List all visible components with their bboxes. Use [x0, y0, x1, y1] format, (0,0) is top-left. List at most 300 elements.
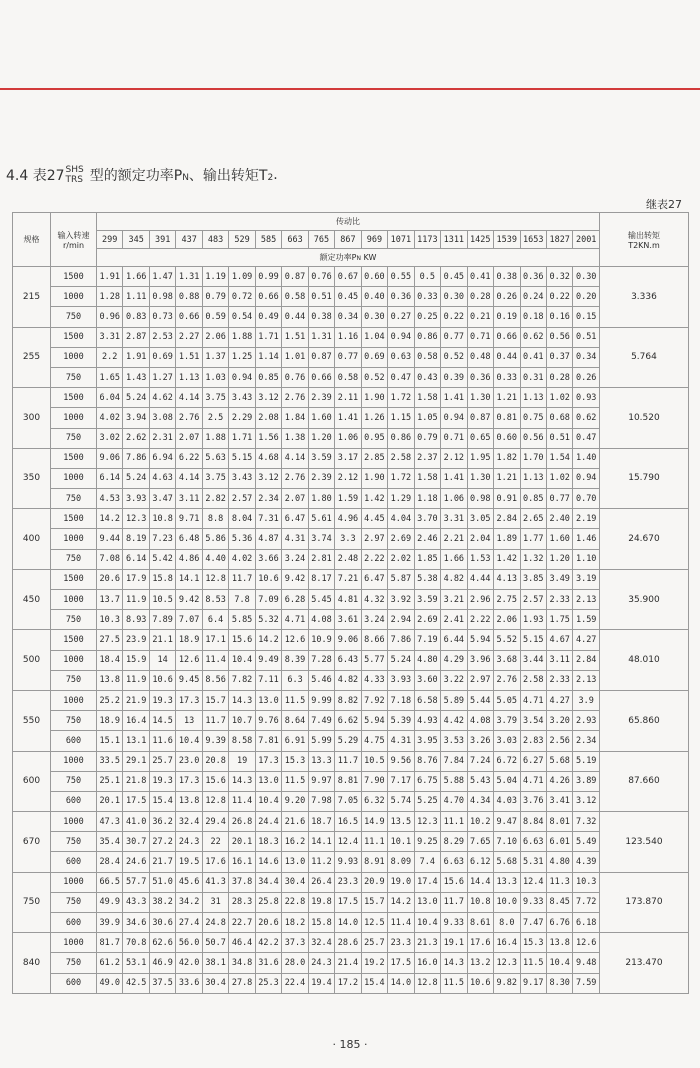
power-value-cell: 2.58	[520, 670, 546, 690]
output-torque-cell: 65.860	[599, 690, 688, 751]
ratio-header-cell: 1827	[546, 231, 572, 249]
power-value-cell: 6.94	[149, 448, 175, 468]
power-value-cell: 1.71	[229, 428, 255, 448]
power-value-cell: 18.9	[97, 711, 123, 731]
input-speed-cell: 750	[51, 489, 97, 509]
input-speed-cell: 1500	[51, 327, 97, 347]
table-row	[13, 852, 689, 872]
table-row	[13, 388, 689, 408]
power-value-cell: 6.28	[282, 590, 308, 610]
power-value-cell: 6.3	[282, 670, 308, 690]
power-value-cell: 6.18	[573, 913, 600, 933]
power-value-cell: 0.16	[546, 307, 572, 327]
power-value-cell: 9.20	[282, 791, 308, 811]
power-value-cell: 3.49	[546, 569, 572, 589]
power-value-cell: 14.3	[441, 953, 467, 973]
power-value-cell: 16.5	[335, 812, 361, 832]
power-value-cell: 30.6	[149, 913, 175, 933]
power-value-cell: 3.24	[282, 549, 308, 569]
power-value-cell: 10.4	[229, 650, 255, 670]
power-value-cell: 13.3	[308, 751, 334, 771]
power-value-cell: 3.21	[441, 590, 467, 610]
input-speed-cell: 1500	[51, 388, 97, 408]
continued-label: 继表27	[646, 198, 682, 211]
power-value-cell: 3.11	[546, 650, 572, 670]
power-value-cell: 0.87	[467, 408, 493, 428]
power-value-cell: 5.49	[573, 832, 600, 852]
power-value-cell: 1.21	[494, 468, 520, 488]
power-value-cell: 0.99	[255, 267, 281, 287]
power-value-cell: 4.03	[494, 791, 520, 811]
power-value-cell: 47.3	[97, 812, 123, 832]
power-value-cell: 11.7	[441, 892, 467, 912]
power-value-cell: 0.37	[546, 347, 572, 367]
power-value-cell: 7.08	[97, 549, 123, 569]
power-value-cell: 7.84	[441, 751, 467, 771]
power-value-cell: 0.40	[361, 287, 387, 307]
power-value-cell: 19.1	[441, 933, 467, 953]
top-rule	[0, 88, 700, 90]
power-value-cell: 20.9	[361, 872, 387, 892]
input-speed-cell: 1000	[51, 650, 97, 670]
power-value-cell: 2.07	[176, 428, 202, 448]
power-value-cell: 3.96	[467, 650, 493, 670]
power-value-cell: 8.61	[467, 913, 493, 933]
power-value-cell: 1.70	[520, 448, 546, 468]
power-value-cell: 13.8	[176, 791, 202, 811]
power-value-cell: 4.53	[97, 489, 123, 509]
power-value-cell: 0.41	[520, 347, 546, 367]
power-value-cell: 0.66	[308, 367, 334, 387]
power-value-cell: 5.94	[361, 711, 387, 731]
output-torque-cell: 24.670	[599, 509, 688, 570]
power-value-cell: 25.3	[255, 973, 281, 993]
power-value-cell: 7.07	[176, 610, 202, 630]
power-value-cell: 1.13	[520, 388, 546, 408]
power-value-cell: 38.2	[149, 892, 175, 912]
power-value-cell: 26.8	[229, 812, 255, 832]
power-value-cell: 0.22	[441, 307, 467, 327]
power-value-cell: 11.9	[123, 590, 149, 610]
table-row	[13, 650, 689, 670]
power-value-cell: 7.8	[229, 590, 255, 610]
power-value-cell: 10.5	[361, 751, 387, 771]
power-value-cell: 18.7	[308, 812, 334, 832]
power-value-cell: 1.28	[97, 287, 123, 307]
power-value-cell: 16.2	[282, 832, 308, 852]
power-value-cell: 46.4	[229, 933, 255, 953]
power-value-cell: 18.2	[282, 913, 308, 933]
power-value-cell: 7.23	[149, 529, 175, 549]
power-value-cell: 0.36	[520, 267, 546, 287]
power-value-cell: 23.3	[388, 933, 414, 953]
power-value-cell: 5.32	[255, 610, 281, 630]
power-value-cell: 1.72	[388, 388, 414, 408]
power-value-cell: 20.6	[97, 569, 123, 589]
power-value-cell: 2.58	[388, 448, 414, 468]
power-value-cell: 27.5	[97, 630, 123, 650]
input-speed-cell: 1500	[51, 267, 97, 287]
power-value-cell: 7.11	[255, 670, 281, 690]
spec-size-cell: 840	[13, 933, 51, 994]
power-value-cell: 8.19	[123, 529, 149, 549]
power-value-cell: 66.5	[97, 872, 123, 892]
power-value-cell: 6.72	[494, 751, 520, 771]
power-value-cell: 11.2	[308, 852, 334, 872]
power-value-cell: 11.5	[441, 973, 467, 993]
power-value-cell: 6.01	[546, 832, 572, 852]
power-value-cell: 46.9	[149, 953, 175, 973]
power-value-cell: 1.53	[467, 549, 493, 569]
power-value-cell: 39.9	[97, 913, 123, 933]
power-value-cell: 3.70	[414, 509, 440, 529]
power-value-cell: 9.99	[308, 690, 334, 710]
power-value-cell: 9.17	[520, 973, 546, 993]
power-value-cell: 4.82	[335, 670, 361, 690]
power-value-cell: 13.2	[467, 953, 493, 973]
power-value-cell: 30.7	[123, 832, 149, 852]
power-value-cell: 0.25	[414, 307, 440, 327]
power-value-cell: 4.33	[361, 670, 387, 690]
power-value-cell: 4.71	[520, 690, 546, 710]
power-value-cell: 0.34	[335, 307, 361, 327]
power-value-cell: 0.59	[202, 307, 228, 327]
power-value-cell: 2.97	[467, 670, 493, 690]
section-heading	[6, 160, 278, 190]
power-value-cell: 0.47	[573, 428, 600, 448]
power-value-cell: 2.34	[573, 731, 600, 751]
power-value-cell: 19.2	[361, 953, 387, 973]
power-value-cell: 4.87	[255, 529, 281, 549]
power-value-cell: 3.75	[202, 388, 228, 408]
power-value-cell: 37.3	[282, 933, 308, 953]
power-value-cell: 5.29	[335, 731, 361, 751]
power-value-cell: 2.96	[467, 590, 493, 610]
power-value-cell: 1.15	[388, 408, 414, 428]
power-value-cell: 5.68	[546, 751, 572, 771]
ratio-header-cell: 765	[308, 231, 334, 249]
power-value-cell: 2.37	[414, 448, 440, 468]
power-value-cell: 5.94	[467, 630, 493, 650]
power-value-cell: 1.38	[282, 428, 308, 448]
power-value-cell: 0.63	[388, 347, 414, 367]
power-value-cell: 9.42	[282, 569, 308, 589]
power-value-cell: 7.89	[149, 610, 175, 630]
input-speed-cell: 750	[51, 610, 97, 630]
power-value-cell: 7.21	[335, 569, 361, 589]
power-value-cell: 5.88	[441, 771, 467, 791]
power-value-cell: 33.5	[97, 751, 123, 771]
power-value-cell: 1.82	[494, 448, 520, 468]
table-row	[13, 731, 689, 751]
output-torque-cell: 173.870	[599, 872, 688, 933]
power-value-cell: 1.71	[255, 327, 281, 347]
power-value-cell: 1.43	[123, 367, 149, 387]
power-value-cell: 15.3	[282, 751, 308, 771]
power-value-cell: 6.14	[97, 468, 123, 488]
header-input-unit: r/min	[62, 240, 85, 250]
power-value-cell: 3.02	[97, 428, 123, 448]
power-value-cell: 6.48	[176, 529, 202, 549]
power-value-cell: 2.87	[123, 327, 149, 347]
power-value-cell: 18.4	[97, 650, 123, 670]
power-value-cell: 5.04	[494, 771, 520, 791]
power-value-cell: 0.18	[520, 307, 546, 327]
power-value-cell: 7.65	[467, 832, 493, 852]
power-value-cell: 8.04	[229, 509, 255, 529]
power-value-cell: 28.0	[282, 953, 308, 973]
power-value-cell: 25.8	[255, 892, 281, 912]
power-value-cell: 1.02	[546, 468, 572, 488]
power-value-cell: 0.94	[229, 367, 255, 387]
power-value-cell: 1.05	[414, 408, 440, 428]
power-value-cell: 19.0	[388, 872, 414, 892]
power-value-cell: 1.32	[520, 549, 546, 569]
heading-type-fraction	[66, 165, 84, 185]
ratio-header-row	[13, 231, 689, 249]
power-value-cell: 1.14	[255, 347, 281, 367]
input-speed-cell: 1000	[51, 287, 97, 307]
power-value-cell: 1.93	[520, 610, 546, 630]
power-value-cell: 5.52	[494, 630, 520, 650]
power-value-cell: 2.46	[414, 529, 440, 549]
power-value-cell: 24.6	[123, 852, 149, 872]
input-speed-cell: 750	[51, 549, 97, 569]
power-value-cell: 3.59	[308, 448, 334, 468]
power-value-cell: 8.76	[414, 751, 440, 771]
power-value-cell: 0.77	[335, 347, 361, 367]
spec-size-cell: 550	[13, 690, 51, 751]
power-value-cell: 15.8	[308, 913, 334, 933]
power-value-cell: 9.33	[520, 892, 546, 912]
power-value-cell: 1.58	[414, 388, 440, 408]
power-value-cell: 7.19	[414, 630, 440, 650]
spec-size-cell: 300	[13, 388, 51, 449]
power-value-cell: 2.33	[546, 670, 572, 690]
power-value-cell: 7.86	[388, 630, 414, 650]
power-value-cell: 27.8	[229, 973, 255, 993]
table-row	[13, 448, 689, 468]
power-value-cell: 4.27	[573, 630, 600, 650]
power-value-cell: 3.60	[414, 670, 440, 690]
power-value-cell: 21.8	[123, 771, 149, 791]
power-value-cell: 2.76	[176, 408, 202, 428]
power-value-cell: 9.82	[494, 973, 520, 993]
power-value-cell: 8.81	[335, 771, 361, 791]
power-value-cell: 5.45	[308, 590, 334, 610]
input-speed-cell: 1000	[51, 529, 97, 549]
power-value-cell: 0.87	[308, 347, 334, 367]
power-value-cell: 8.56	[202, 670, 228, 690]
power-value-cell: 0.43	[414, 367, 440, 387]
power-value-cell: 9.06	[97, 448, 123, 468]
power-value-cell: 10.4	[414, 913, 440, 933]
power-value-cell: 6.47	[361, 569, 387, 589]
power-value-cell: 10.4	[546, 953, 572, 973]
power-value-cell: 7.05	[335, 791, 361, 811]
power-value-cell: 4.14	[176, 388, 202, 408]
power-value-cell: 1.42	[361, 489, 387, 509]
power-value-cell: 10.8	[467, 892, 493, 912]
power-value-cell: 1.29	[388, 489, 414, 509]
header-spec: 规格	[13, 213, 51, 267]
power-value-cell: 0.56	[546, 327, 572, 347]
power-value-cell: 12.8	[414, 973, 440, 993]
power-value-cell: 0.5	[414, 267, 440, 287]
input-speed-cell: 750	[51, 307, 97, 327]
power-value-cell: 9.44	[97, 529, 123, 549]
power-value-cell: 11.7	[229, 569, 255, 589]
power-value-cell: 0.51	[308, 287, 334, 307]
ratio-header-cell: 2001	[573, 231, 600, 249]
power-value-cell: 23.0	[176, 751, 202, 771]
power-value-cell: 11.7	[202, 711, 228, 731]
power-value-cell: 12.8	[202, 569, 228, 589]
power-value-cell: 17.3	[255, 751, 281, 771]
power-value-cell: 12.3	[494, 953, 520, 973]
power-value-cell: 0.56	[520, 428, 546, 448]
power-value-cell: 6.44	[441, 630, 467, 650]
power-value-cell: 7.31	[255, 509, 281, 529]
power-value-cell: 5.31	[520, 852, 546, 872]
power-value-cell: 19.5	[176, 852, 202, 872]
power-value-cell: 3.08	[149, 408, 175, 428]
power-value-cell: 3.47	[149, 489, 175, 509]
power-value-cell: 29.4	[202, 812, 228, 832]
power-value-cell: 1.91	[97, 267, 123, 287]
power-value-cell: 4.39	[573, 852, 600, 872]
power-value-cell: 5.24	[123, 388, 149, 408]
heading-text-1: 型的额定功率P	[89, 168, 183, 184]
power-value-cell: 0.27	[388, 307, 414, 327]
power-value-cell: 1.06	[441, 489, 467, 509]
power-value-cell: 41.0	[123, 812, 149, 832]
power-value-cell: 45.6	[176, 872, 202, 892]
power-value-cell: 31.6	[255, 953, 281, 973]
power-value-cell: 4.86	[176, 549, 202, 569]
input-speed-cell: 600	[51, 913, 97, 933]
table-row	[13, 428, 689, 448]
ratio-header-cell: 391	[149, 231, 175, 249]
power-value-cell: 0.75	[520, 408, 546, 428]
power-value-cell: 1.40	[573, 448, 600, 468]
output-torque-cell: 3.336	[599, 267, 688, 328]
power-value-cell: 1.25	[229, 347, 255, 367]
power-value-cell: 42.5	[123, 973, 149, 993]
power-value-cell: 0.30	[361, 307, 387, 327]
power-value-cell: 19.3	[149, 690, 175, 710]
input-speed-cell: 750	[51, 953, 97, 973]
power-value-cell: 8.82	[335, 690, 361, 710]
power-value-cell: 11.4	[388, 913, 414, 933]
power-value-cell: 10.6	[149, 670, 175, 690]
power-value-cell: 2.57	[229, 489, 255, 509]
power-value-cell: 14.9	[361, 812, 387, 832]
power-value-cell: 9.56	[388, 751, 414, 771]
power-value-cell: 7.72	[573, 892, 600, 912]
power-value-cell: 4.40	[202, 549, 228, 569]
power-value-cell: 4.68	[255, 448, 281, 468]
power-value-cell: 0.54	[229, 307, 255, 327]
power-value-cell: 2.34	[255, 489, 281, 509]
power-value-cell: 3.85	[520, 569, 546, 589]
power-value-cell: 15.6	[229, 630, 255, 650]
input-speed-cell: 600	[51, 973, 97, 993]
power-value-cell: 1.90	[361, 468, 387, 488]
power-value-cell: 27.2	[149, 832, 175, 852]
power-value-cell: 1.31	[308, 327, 334, 347]
input-speed-cell: 1000	[51, 751, 97, 771]
power-value-cell: 7.98	[308, 791, 334, 811]
power-value-cell: 28.3	[229, 892, 255, 912]
power-value-cell: 19.4	[308, 973, 334, 993]
power-value-cell: 17.1	[202, 630, 228, 650]
power-value-cell: 3.54	[520, 711, 546, 731]
power-value-cell: 42.2	[255, 933, 281, 953]
power-value-cell: 9.71	[176, 509, 202, 529]
power-value-cell: 17.2	[335, 973, 361, 993]
power-value-cell: 51.0	[149, 872, 175, 892]
power-value-cell: 0.31	[520, 367, 546, 387]
power-value-cell: 6.63	[441, 852, 467, 872]
power-value-cell: 37.5	[149, 973, 175, 993]
power-value-cell: 2.22	[467, 610, 493, 630]
input-speed-cell: 600	[51, 731, 97, 751]
ratio-header-cell: 1173	[414, 231, 440, 249]
power-value-cell: 4.81	[335, 590, 361, 610]
power-value-cell: 15.1	[97, 731, 123, 751]
page-number: · 185 ·	[332, 1038, 368, 1051]
power-value-cell: 4.26	[546, 771, 572, 791]
power-value-cell: 10.8	[149, 509, 175, 529]
power-value-cell: 10.6	[255, 569, 281, 589]
power-value-cell: 16.4	[494, 933, 520, 953]
power-value-cell: 1.89	[494, 529, 520, 549]
power-value-cell: 1.72	[388, 468, 414, 488]
power-value-cell: 7.90	[361, 771, 387, 791]
power-value-cell: 2.5	[202, 408, 228, 428]
power-value-cell: 30.4	[282, 872, 308, 892]
power-value-cell: 1.60	[308, 408, 334, 428]
power-value-cell: 0.51	[573, 327, 600, 347]
table-row	[13, 771, 689, 791]
power-value-cell: 3.44	[520, 650, 546, 670]
power-value-cell: 1.84	[282, 408, 308, 428]
power-value-cell: 6.22	[176, 448, 202, 468]
power-value-cell: 5.43	[467, 771, 493, 791]
power-value-cell: 8.17	[308, 569, 334, 589]
power-value-cell: 0.91	[494, 489, 520, 509]
power-value-cell: 21.9	[123, 690, 149, 710]
power-value-cell: 2.84	[494, 509, 520, 529]
power-value-cell: 1.13	[176, 367, 202, 387]
table-row	[13, 509, 689, 529]
header-power-sub: N	[356, 255, 361, 262]
input-speed-cell: 750	[51, 367, 97, 387]
table-row	[13, 630, 689, 650]
power-value-cell: 21.1	[149, 630, 175, 650]
power-value-cell: 1.26	[361, 408, 387, 428]
power-value-cell: 12.3	[123, 509, 149, 529]
power-value-cell: 1.02	[546, 388, 572, 408]
input-speed-cell: 750	[51, 771, 97, 791]
power-value-cell: 28.6	[335, 933, 361, 953]
power-value-cell: 0.36	[467, 367, 493, 387]
input-speed-cell: 600	[51, 791, 97, 811]
power-value-cell: 0.69	[361, 347, 387, 367]
output-torque-cell: 213.470	[599, 933, 688, 994]
power-value-cell: 10.3	[97, 610, 123, 630]
